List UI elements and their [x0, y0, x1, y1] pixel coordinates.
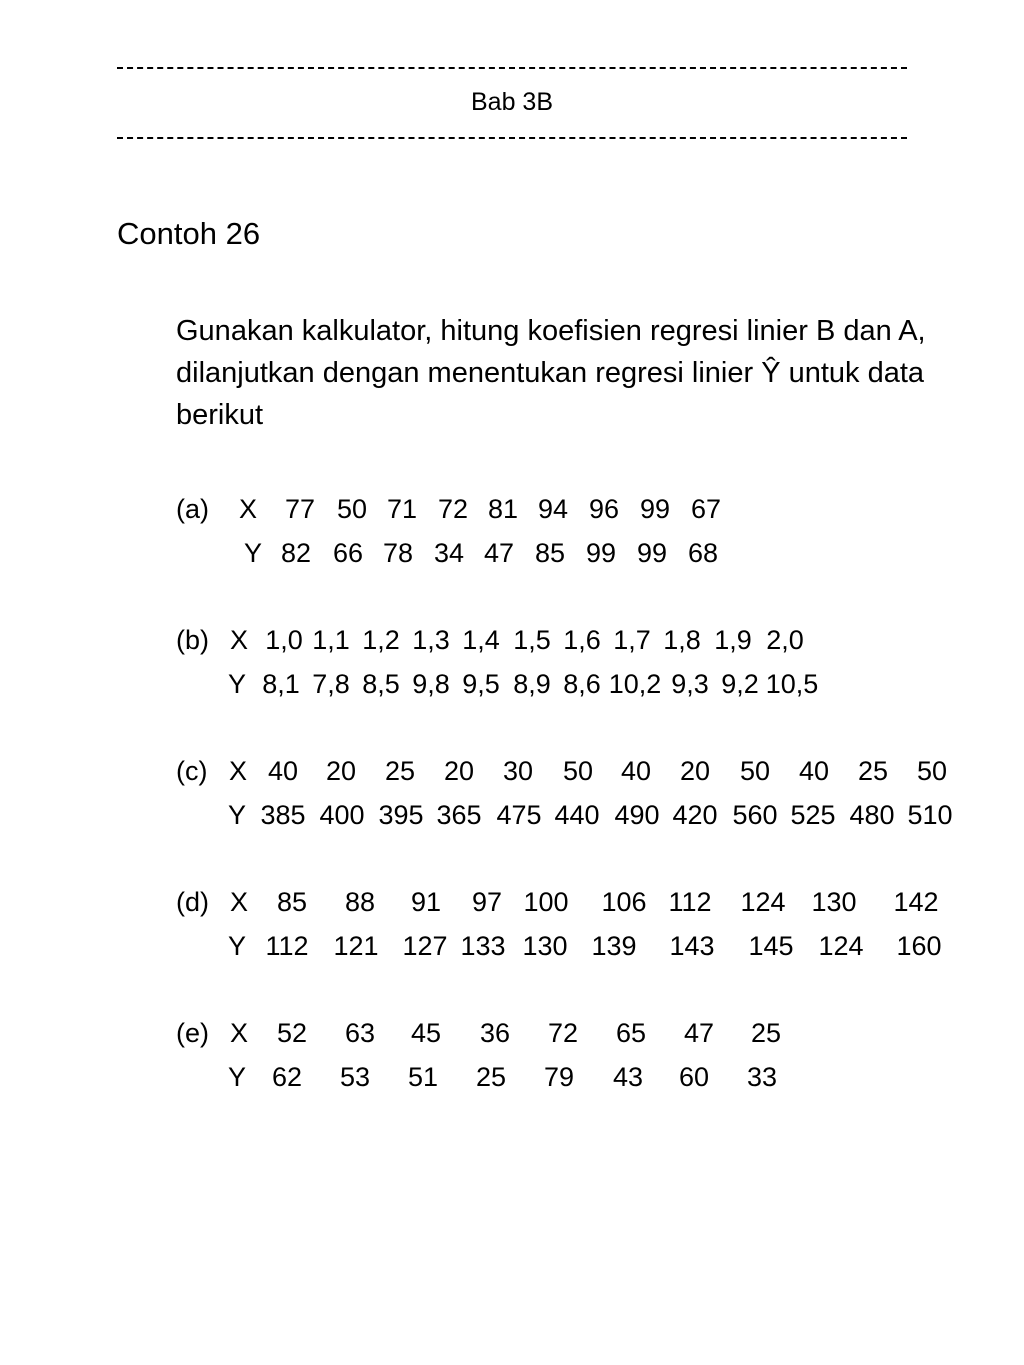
y-value: 99	[585, 538, 617, 568]
y-value: 9,2	[721, 669, 759, 699]
example-title: Contoh 26	[117, 216, 261, 251]
y-value: 127	[402, 931, 448, 961]
dataset-x-row	[0, 489, 1024, 529]
dataset-label: (b)	[176, 625, 209, 655]
x-variable-label: X	[239, 494, 258, 524]
y-value: 490	[614, 800, 660, 830]
y-value: 525	[790, 800, 836, 830]
x-value: 1,6	[563, 625, 601, 655]
instructions-paragraph: Gunakan kalkulator, hitung koefisien regresi linier B dan A, dilanjutkan dengan menentukan regresi linier Ŷ untuk data berikut	[176, 315, 926, 431]
y-value: 33	[746, 1062, 778, 1092]
y-value: 143	[669, 931, 715, 961]
y-value: 400	[319, 800, 365, 830]
y-value: 7,8	[312, 669, 350, 699]
dataset-x-row	[0, 882, 1024, 922]
x-value: 40	[267, 756, 299, 786]
x-value: 40	[620, 756, 652, 786]
x-value: 1,9	[714, 625, 752, 655]
x-value: 91	[410, 887, 442, 917]
x-value: 40	[798, 756, 830, 786]
x-value: 20	[443, 756, 475, 786]
x-value: 25	[384, 756, 416, 786]
y-value: 133	[460, 931, 506, 961]
y-value: 82	[280, 538, 312, 568]
y-value: 53	[339, 1062, 371, 1092]
y-value: 47	[483, 538, 515, 568]
y-value: 160	[896, 931, 942, 961]
x-variable-label: X	[230, 625, 249, 655]
y-value: 420	[672, 800, 718, 830]
x-value: 124	[740, 887, 786, 917]
y-value: 475	[496, 800, 542, 830]
x-value: 88	[344, 887, 376, 917]
x-value: 1,0	[265, 625, 303, 655]
x-value: 130	[811, 887, 857, 917]
x-value: 100	[523, 887, 569, 917]
x-value: 1,5	[513, 625, 551, 655]
x-value: 71	[386, 494, 418, 524]
y-value: 8,6	[563, 669, 601, 699]
x-value: 106	[601, 887, 647, 917]
x-value: 1,4	[462, 625, 500, 655]
y-value: 34	[433, 538, 465, 568]
x-variable-label: X	[230, 1018, 249, 1048]
dataset-label: (a)	[176, 494, 209, 524]
x-value: 20	[679, 756, 711, 786]
y-value: 121	[333, 931, 379, 961]
x-value: 112	[668, 887, 712, 917]
y-variable-label: Y	[228, 931, 247, 961]
y-value: 68	[687, 538, 719, 568]
x-value: 50	[562, 756, 594, 786]
y-value: 10,2	[608, 669, 662, 699]
y-value: 385	[260, 800, 306, 830]
y-value: 10,5	[765, 669, 819, 699]
x-value: 45	[410, 1018, 442, 1048]
y-value: 99	[636, 538, 668, 568]
x-value: 99	[639, 494, 671, 524]
y-value: 112	[265, 931, 309, 961]
bottom-dashed-rule	[117, 137, 907, 139]
x-value: 72	[547, 1018, 579, 1048]
top-dashed-rule	[117, 67, 907, 69]
dataset-y-row	[0, 664, 1024, 704]
x-value: 1,3	[412, 625, 450, 655]
x-value: 50	[336, 494, 368, 524]
y-value: 60	[678, 1062, 710, 1092]
x-value: 77	[284, 494, 316, 524]
dataset-label: (c)	[176, 756, 208, 786]
x-value: 1,1	[312, 625, 350, 655]
x-variable-label: X	[230, 887, 249, 917]
dataset-label: (e)	[176, 1018, 209, 1048]
x-value: 47	[683, 1018, 715, 1048]
y-value: 9,8	[412, 669, 450, 699]
y-value: 365	[436, 800, 482, 830]
x-value: 97	[471, 887, 503, 917]
y-value: 9,3	[671, 669, 709, 699]
y-value: 62	[271, 1062, 303, 1092]
y-value: 66	[332, 538, 364, 568]
y-value: 510	[907, 800, 953, 830]
x-value: 1,2	[362, 625, 400, 655]
dataset-x-row	[0, 1013, 1024, 1053]
y-variable-label: Y	[228, 1062, 247, 1092]
dataset-x-row	[0, 751, 1024, 791]
x-value: 1,7	[613, 625, 651, 655]
y-value: 79	[543, 1062, 575, 1092]
y-value: 480	[849, 800, 895, 830]
y-value: 8,1	[262, 669, 300, 699]
x-value: 81	[487, 494, 519, 524]
y-variable-label: Y	[228, 800, 247, 830]
y-variable-label: Y	[228, 669, 247, 699]
y-value: 78	[382, 538, 414, 568]
x-value: 72	[437, 494, 469, 524]
x-value: 94	[537, 494, 569, 524]
x-value: 20	[325, 756, 357, 786]
y-value: 43	[612, 1062, 644, 1092]
x-value: 25	[857, 756, 889, 786]
y-value: 85	[534, 538, 566, 568]
y-value: 130	[522, 931, 568, 961]
dataset-y-row	[0, 926, 1024, 966]
dataset-y-row	[0, 1057, 1024, 1097]
y-value: 139	[591, 931, 637, 961]
dataset-y-row	[0, 533, 1024, 573]
dataset-y-row	[0, 795, 1024, 835]
x-value: 2,0	[766, 625, 804, 655]
y-value: 395	[378, 800, 424, 830]
y-value: 8,9	[513, 669, 551, 699]
x-value: 30	[502, 756, 534, 786]
dataset-label: (d)	[176, 887, 209, 917]
chapter-header: Bab 3B	[470, 88, 553, 116]
y-value: 440	[554, 800, 600, 830]
y-value: 124	[818, 931, 864, 961]
x-value: 52	[276, 1018, 308, 1048]
x-value: 63	[344, 1018, 376, 1048]
x-variable-label: X	[229, 756, 248, 786]
x-value: 50	[916, 756, 948, 786]
x-value: 50	[739, 756, 771, 786]
x-value: 67	[690, 494, 722, 524]
x-value: 36	[479, 1018, 511, 1048]
y-value: 9,5	[462, 669, 500, 699]
x-value: 1,8	[663, 625, 701, 655]
y-value: 560	[732, 800, 778, 830]
x-value: 96	[588, 494, 620, 524]
x-value: 85	[276, 887, 308, 917]
y-value: 8,5	[362, 669, 400, 699]
y-variable-label: Y	[244, 538, 263, 568]
y-value: 145	[748, 931, 794, 961]
dataset-x-row	[0, 620, 1024, 660]
x-value: 25	[750, 1018, 782, 1048]
x-value: 65	[615, 1018, 647, 1048]
y-value: 25	[475, 1062, 507, 1092]
y-value: 51	[407, 1062, 439, 1092]
x-value: 142	[893, 887, 939, 917]
